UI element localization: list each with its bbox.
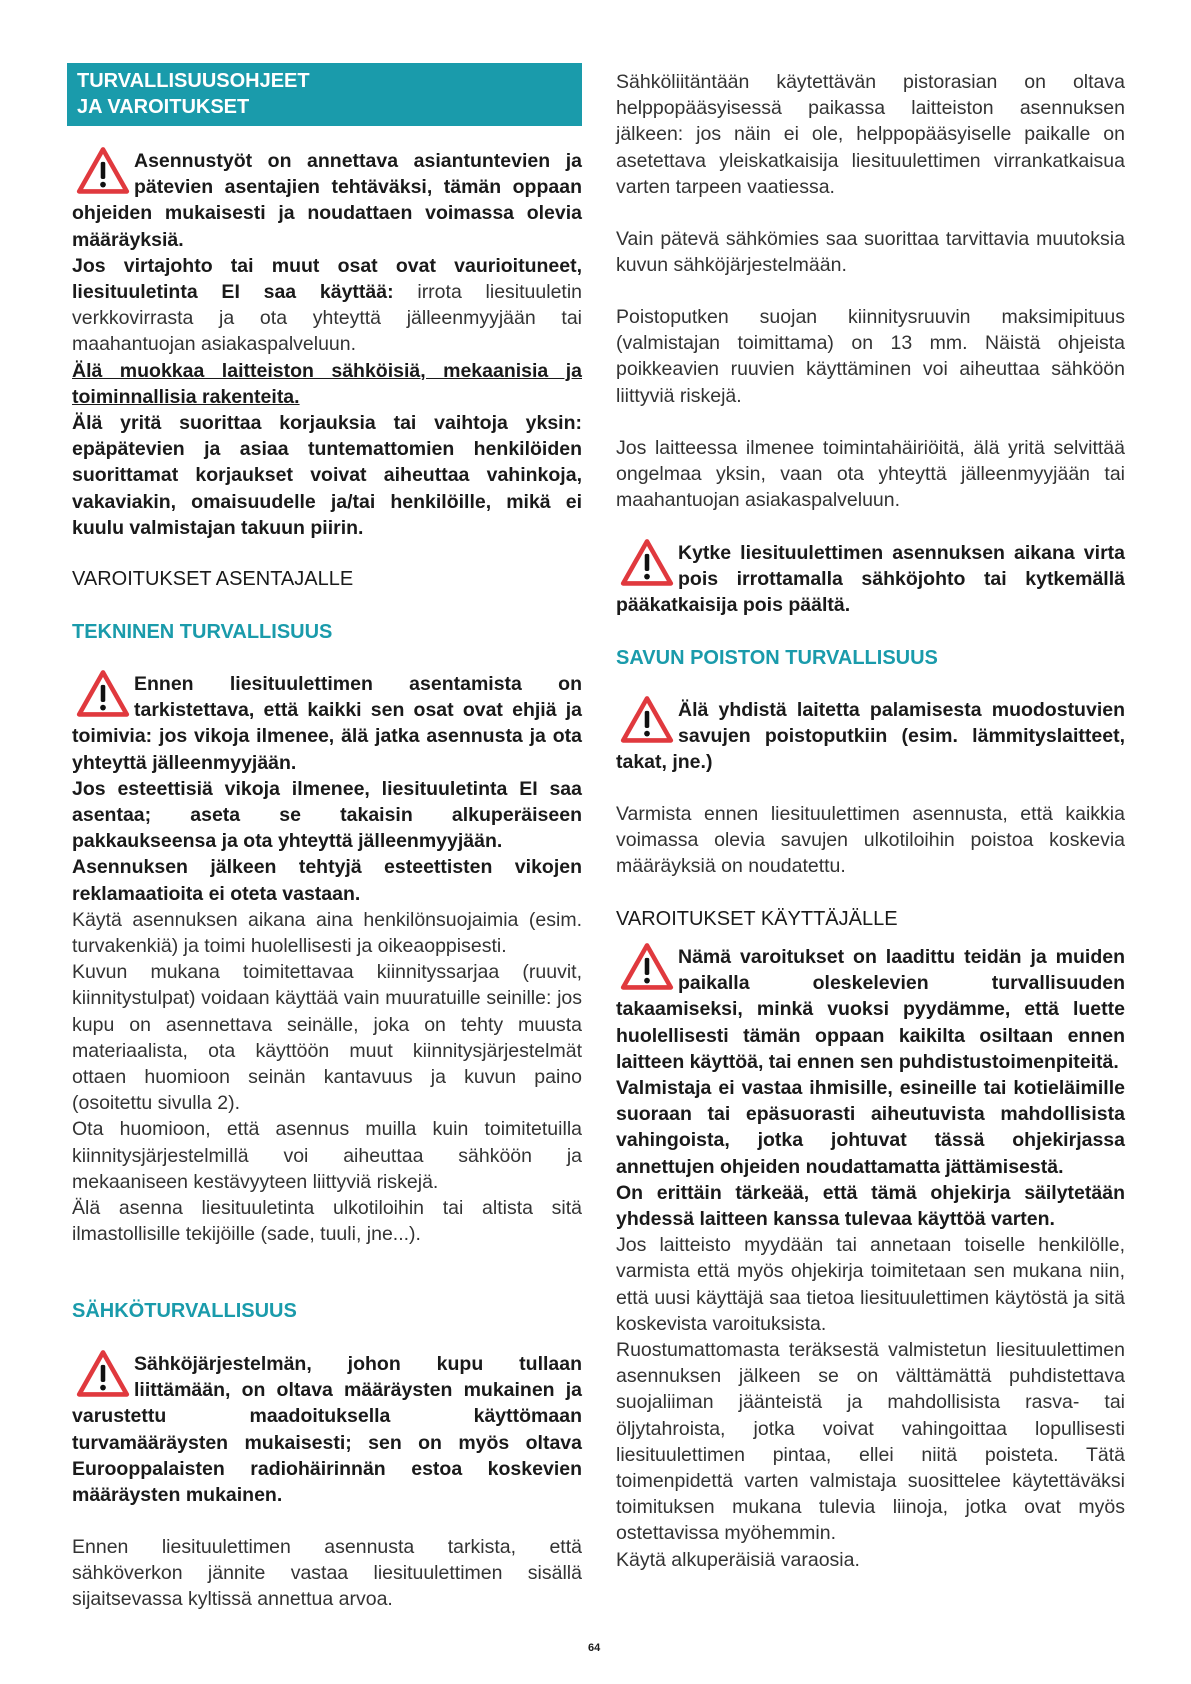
page-number: 64 — [588, 1642, 601, 1654]
warning-triangle-icon — [616, 538, 678, 588]
keep-manual-text: On erittäin tärkeää, että tämä ohjekirja säilytetään yhdessä laitteen kanssa tulevaa käyttöä varten. — [616, 1181, 1125, 1231]
damaged-cord-text: irrota liesituuletin verkkovirrasta ja ota yhteyttä jälleenmyyjään tai maahantuojan asiakaspalveluun. — [72, 281, 583, 356]
stainless-cleaning-text: Ruostumattomasta teräksestä valmistetun liesituulettimen asennuksen jälkeen se on välttämättä puhdistettava suojaliiman jäänteistä ja mahdollisista rasva- tai öljytahroista, jotka voivat vahingoittaa lopullisesti liesituulettimen pintaa, ellei niitä poisteta. Tätä toimenpidettä varten valmistaja suosittelee käytettäväksi toimituksen mukana tulevia liinoja, jotka ovat myös ostettavissa myöhemmin. — [616, 1339, 1125, 1545]
title-line-2: JA VAROITUKSET — [77, 96, 250, 118]
malfunction-text: Jos laitteessa ilmenee toimintahäiriöitä, älä yritä selvittää ongelmaa yksin, vaan ota yhteyttä jälleenmyyjään tai maahantuojan asiakaspalveluun. — [616, 437, 1125, 512]
heading-technical-safety: TEKNINEN TURVALLISUUS — [72, 621, 333, 643]
aesthetic-defects-1: Jos esteettisiä vikoja ilmenee, liesituuletinta EI saa asentaa; aseta se takaisin alkuperäiseen pakkaukseensa ja ota yhteyttä jälleenmyyjään. — [72, 777, 582, 853]
heading-installer-warnings: VAROITUKSET ASENTAJALLE — [72, 568, 354, 590]
section-title-banner — [67, 63, 582, 126]
warning-qualified-installers: Asennustyöt on annettava asiantuntevien ja pätevien asentajien tehtäväksi, tämän oppaan ohjeiden mukaisesti ja noudattaen voimassa olevia määräyksiä. — [72, 150, 582, 251]
warning-triangle-icon — [72, 1349, 134, 1399]
warning-triangle-icon — [72, 669, 134, 719]
heading-electrical-safety: SÄHKÖTURVALLISUUS — [72, 1300, 297, 1322]
resale-text: Jos laitteisto myydään tai annetaan toiselle henkilölle, varmista että myös ohjekirja toimitetaan sen mukana niin, että uusi käyttäjä saa tietoa liesituulettimen käytöstä ja sitä koskevista varoituksista. — [616, 1234, 1125, 1335]
electrical-system-warning: Sähköjärjestelmän, johon kupu tullaan liittämään, on oltava määräysten mukainen ja varustettu maadoituksella käyttömaan turvamääräysten mukaisesti; sen on myös oltava Eurooppalaisten radiohäirinnän estoa koskevien määräysten mukainen. — [72, 1353, 582, 1507]
outdoor-text: Älä asenna liesituuletinta ulkotiloihin tai altista sitä ilmastollisille tekijöille (sade, tuuli, jne...). — [72, 1197, 582, 1246]
smoke-warning — [616, 697, 1125, 776]
voltage-check-text: Ennen liesituulettimen asennusta tarkista, että sähköverkon jännite vastaa liesituulettimen sisällä sijaitsevassa kyltissä annettua arvoa. — [72, 1536, 582, 1611]
liability-text: Valmistaja ei vastaa ihmisille, esineille tai kotieläimille suoraan tai epäsuorasti aiheutuvista mahdollisista vahingoista, jotka johtuvat tässä ohjekirjassa annettujen ohjeiden noudattamatta jättämisestä. — [616, 1077, 1125, 1178]
fixing-kit-text: Kuvun mukana toimitettavaa kiinnityssarjaa (ruuvit, kiinnitystulpat) voidaan käyttää vain muuratuille seinille: jos kupu on asennettava seinälle, joka on tehty muusta materiaalista, ota käyttöön muut kiinnitysjärjestelmät ottaen huomioon seinän kantavuus ja kuvun paino (osoitettu sivulla 2). — [72, 961, 582, 1115]
spare-parts-text: Käytä alkuperäisiä varaosia. — [616, 1548, 860, 1571]
screw-length-text: Poistoputken suojan kiinnitysruuvin maksimipituus (valmistajan toimittama) on 13 mm. Näistä ohjeista poikkeavien ruuvien käyttäminen voi aiheuttaa sähköön liittyviä riskejä. — [616, 306, 1125, 407]
disconnect-warning-text: Kytke liesituulettimen asennuksen aikana virta pois irrottamalla sähköjohto tai kytkemällä pääkatkaisija pois päältä. — [616, 542, 1125, 617]
damaged-cord-bold: Jos virtajohto tai muut osat ovat vaurioituneet, liesituuletinta EI saa käyttää: — [72, 254, 582, 304]
smoke-rules-text: Varmista ennen liesituulettimen asennusta, että kaikkia voimassa olevia savujen ulkotiloihin poistoa koskevia määräyksiä on noudatettu. — [616, 803, 1125, 878]
technical-safety-text — [72, 671, 582, 1247]
read-manual-warning: Nämä varoitukset on laadittu teidän ja muiden paikalla oleskelevien turvallisuuden takaamiseksi, minkä vuoksi pyydämme, että luette huolellisesti tämän oppaan kaikilta osiltaan ennen laitteen käyttöä, tai ennen sen puhdistustoimenpiteitä. — [616, 946, 1125, 1073]
heading-smoke-safety: SAVUN POISTON TURVALLISUUS — [616, 647, 938, 669]
general-warnings — [72, 148, 582, 541]
title-line-1: TURVALLISUUSOHJEET — [77, 70, 310, 92]
heading-user-warnings: VAROITUKSET KÄYTTÄJÄLLE — [616, 908, 898, 930]
socket-text: Sähköliitäntään käytettävän pistorasian on oltava helppopääsyisessä paikassa laitteiston asennuksen jälkeen: jos näin ei ole, helppopääsyiselle paikalle on asetettava yleiskatkaisija liesituulettimen virrankatkaisua varten tarpeen vaatiessa. — [616, 71, 1125, 198]
damaged-cord-warning — [72, 253, 582, 358]
no-modify-warning: Älä muokkaa laitteiston sähköisiä, mekaanisia ja toiminnallisia rakenteita. — [72, 359, 582, 408]
warning-triangle-icon — [616, 695, 678, 745]
warning-triangle-icon — [72, 146, 134, 196]
user-warnings — [616, 944, 1125, 1573]
ppe-text: Käytä asennuksen aikana aina henkilönsuojaimia (esim. turvakenkiä) ja toimi huolellisesti ja oikeaoppisesti. — [72, 908, 582, 958]
no-repair-warning: Älä yritä suorittaa korjauksia tai vaihtoja yksin: epäpätevien ja asiaa tuntemattomien henkilöiden suorittamat korjaukset voivat aiheuttaa vahinkoja, vakaviakin, omaisuudelle ja/tai henkilöille, mikä ei kuulu valmistajan takuun piirin. — [72, 412, 582, 539]
electrical-warning — [72, 1351, 582, 1508]
smoke-warning-text: Älä yhdistä laitetta palamisesta muodostuvien savujen poistoputkiin (esim. lämmityslaitteet, takat, jne.) — [616, 699, 1125, 774]
warning-triangle-icon — [616, 942, 678, 992]
other-fixing-text: Ota huomioon, että asennus muilla kuin toimitetuilla kiinnitysjärjestelmillä voi aiheuttaa sähköön ja mekaaniseen kestävyyteen liittyviä riskejä. — [72, 1118, 582, 1193]
electrician-text: Vain pätevä sähkömies saa suorittaa tarvittavia muutoksia kuvun sähköjärjestelmään. — [616, 228, 1125, 277]
disconnect-warning — [616, 540, 1125, 619]
aesthetic-defects-2: Asennuksen jälkeen tehtyjä esteettisten vikojen reklamaatioita ei oteta vastaan. — [72, 856, 582, 905]
check-parts-warning: Ennen liesituulettimen asentamista on tarkistettava, että kaikki sen osat ovat ehjiä ja toimivia: jos vikoja ilmenee, älä jatka asennusta ja ota yhteyttä jälleenmyyjään. — [72, 673, 582, 774]
